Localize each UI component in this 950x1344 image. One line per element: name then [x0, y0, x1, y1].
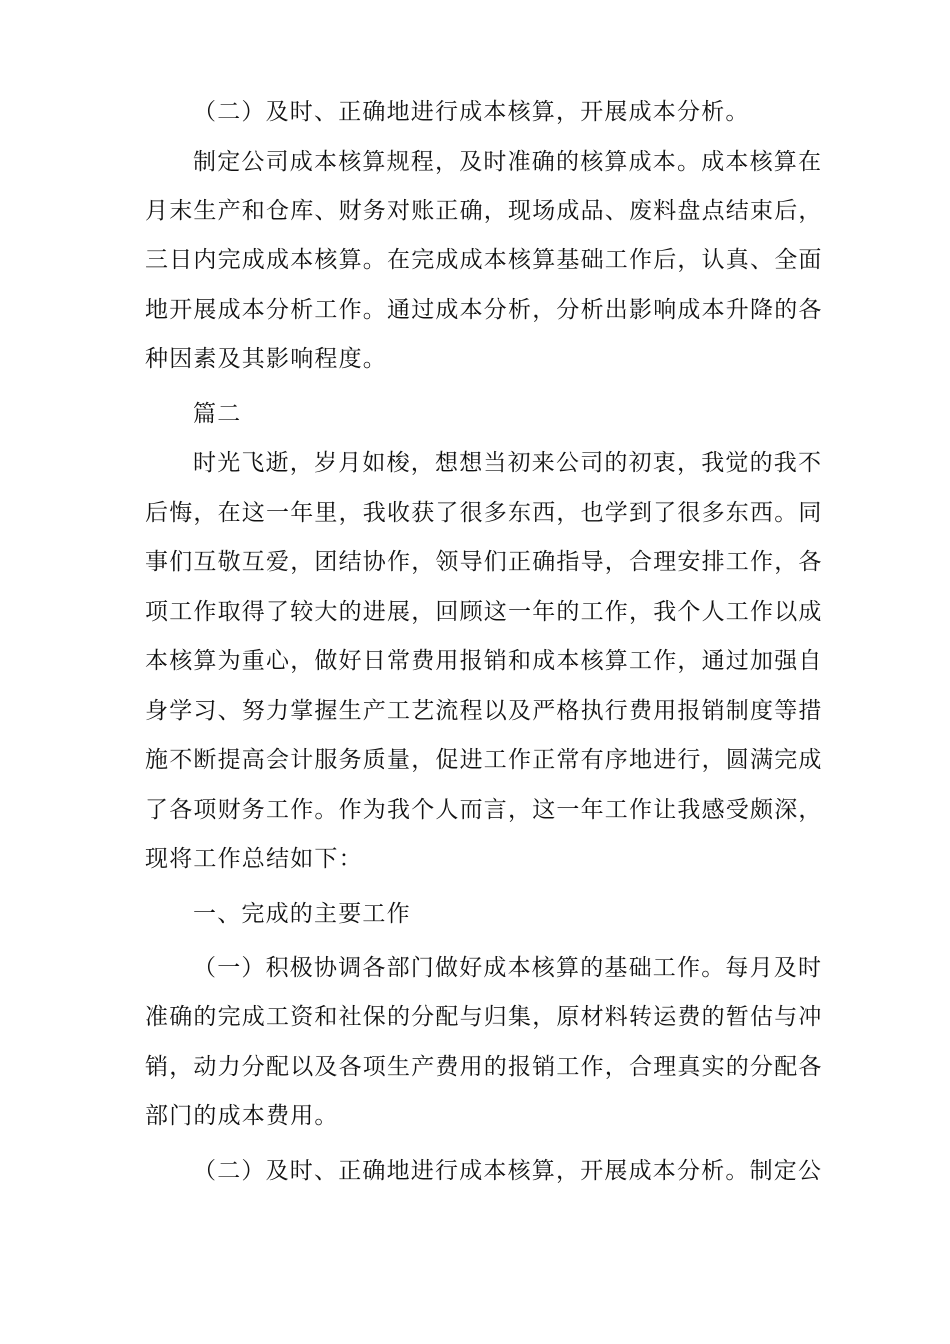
text-line: 月末生产和仓库、财务对账正确，现场成品、废料盘点结束后， — [145, 198, 823, 224]
section-heading: 篇二 — [193, 401, 242, 427]
text-line: 准确的完成工资和社保的分配与归集，原材料转运费的暂估与冲 — [145, 1004, 823, 1030]
text-line: 本核算为重心，做好日常费用报销和成本核算工作，通过加强自 — [145, 648, 823, 674]
text-line: 身学习、努力掌握生产工艺流程以及严格执行费用报销制度等措 — [145, 698, 823, 724]
section-heading: 一、完成的主要工作 — [193, 901, 411, 927]
text-line: 了各项财务工作。作为我个人而言，这一年工作让我感受颇深， — [145, 797, 823, 823]
text-line: 三日内完成成本核算。在完成成本核算基础工作后，认真、全面 — [145, 247, 823, 273]
text-line: 项工作取得了较大的进展，回顾这一年的工作，我个人工作以成 — [145, 599, 823, 625]
text-line: 种因素及其影响程度。 — [145, 346, 387, 372]
text-line: 后悔，在这一年里，我收获了很多东西，也学到了很多东西。同 — [145, 500, 823, 526]
text-line: 施不断提高会计服务质量，促进工作正常有序地进行，圆满完成 — [145, 747, 823, 773]
text-line: 地开展成本分析工作。通过成本分析，分析出影响成本升降的各 — [145, 297, 823, 323]
text-line: 时光飞逝，岁月如梭，想想当初来公司的初衷，我觉的我不 — [193, 450, 823, 476]
text-line: （二）及时、正确地进行成本核算，开展成本分析。 — [193, 99, 750, 125]
text-line: （一）积极协调各部门做好成本核算的基础工作。每月及时 — [193, 955, 823, 981]
text-line: 销，动力分配以及各项生产费用的报销工作，合理真实的分配各 — [145, 1054, 823, 1080]
text-line: 部门的成本费用。 — [145, 1103, 339, 1129]
text-line: 现将工作总结如下： — [145, 846, 363, 872]
text-line: （二）及时、正确地进行成本核算，开展成本分析。制定公 — [193, 1158, 823, 1184]
text-line: 事们互敬互爱，团结协作，领导们正确指导，合理安排工作，各 — [145, 549, 823, 575]
text-line: 制定公司成本核算规程，及时准确的核算成本。成本核算在 — [193, 149, 823, 175]
